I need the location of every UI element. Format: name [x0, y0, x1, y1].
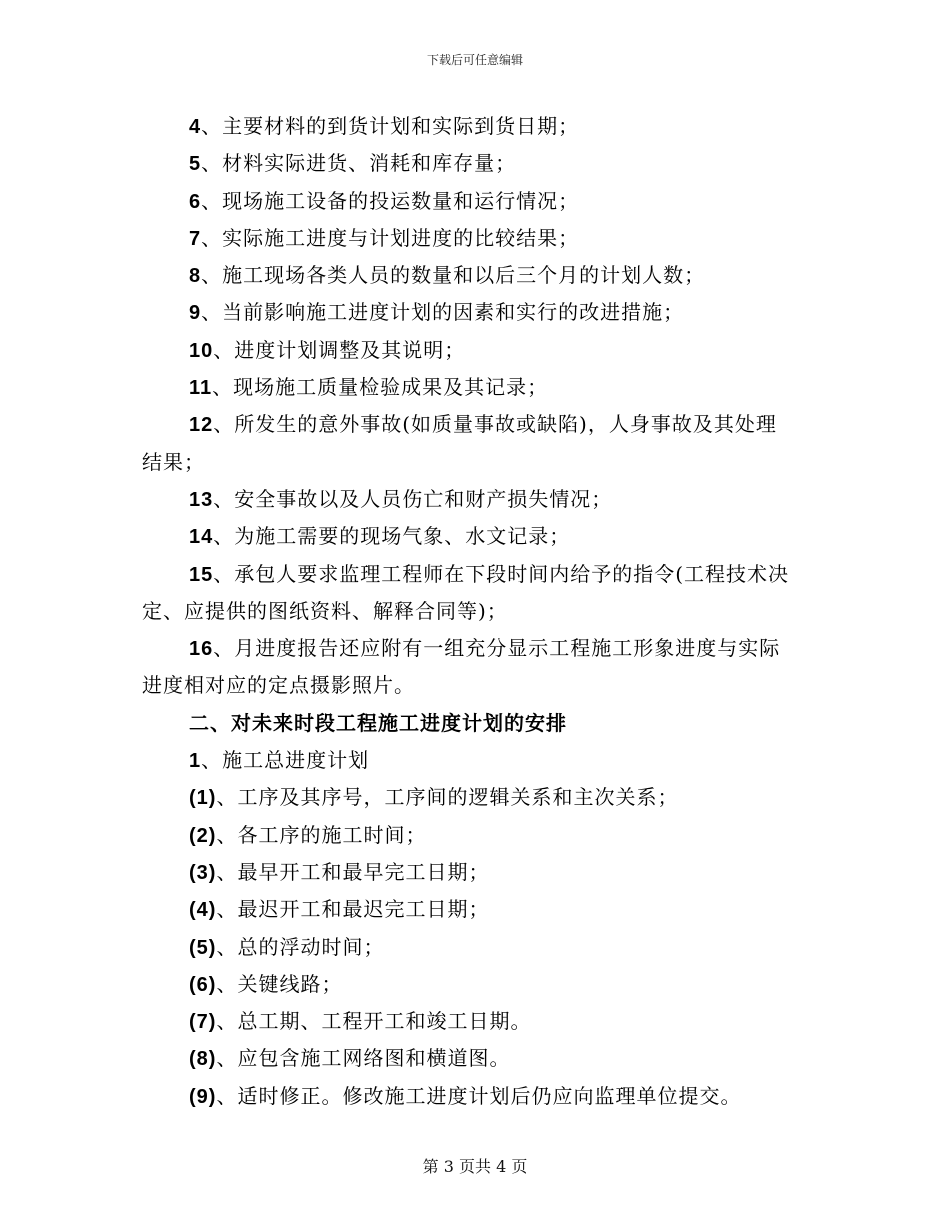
list-item-continuation: [142, 444, 807, 481]
item-number: 10: [189, 339, 214, 362]
list-item: [142, 630, 807, 667]
item-text: 、现场施工设备的投运数量和运行情况；: [201, 188, 580, 213]
list-item: [142, 145, 807, 182]
item-number: 1: [189, 750, 202, 773]
list-item: [142, 1003, 807, 1040]
list-item: [142, 1078, 807, 1115]
item-number: 8: [189, 265, 202, 288]
item-number: 15: [189, 563, 214, 586]
list-item: [142, 817, 807, 854]
item-number: 16: [189, 638, 214, 661]
item-number: 6: [189, 190, 202, 213]
item-number: (2): [189, 824, 217, 847]
page-header: 下载后可任意编辑: [426, 53, 523, 67]
document-body: [142, 108, 807, 1115]
list-item: [142, 406, 807, 443]
item-number: 12: [189, 414, 214, 437]
list-item: [142, 966, 807, 1003]
list-item-continuation: [142, 593, 807, 630]
list-item: [142, 854, 807, 891]
item-number: (4): [189, 899, 217, 922]
item-number: (7): [189, 1011, 217, 1034]
list-item: [142, 108, 807, 145]
item-text: 、最迟开工和最迟完工日期；: [216, 897, 490, 922]
item-number: (1): [189, 787, 217, 810]
item-text: 、现场施工质量检验成果及其记录；: [212, 375, 549, 400]
list-item: [142, 891, 807, 928]
item-number: (3): [189, 861, 217, 884]
item-number: (8): [189, 1048, 217, 1071]
list-item: [142, 369, 807, 406]
item-text: 、为施工需要的现场气象、水文记录；: [213, 524, 571, 549]
list-item: [142, 481, 807, 518]
item-text: 、施工现场各类人员的数量和以后三个月的计划人数；: [201, 263, 706, 288]
item-number: 7: [189, 227, 202, 250]
item-text: 、应包含施工网络图和横道图。: [216, 1046, 511, 1071]
item-text: 、关键线路；: [216, 971, 343, 996]
item-number: 5: [189, 153, 202, 176]
item-number: 9: [189, 302, 202, 325]
item-text: 、适时修正。修改施工进度计划后仍应向监理单位提交。: [216, 1083, 742, 1108]
item-text: 、各工序的施工时间；: [216, 822, 427, 847]
item-text: 、工序及其序号，工序间的逻辑关系和主次关系；: [216, 785, 679, 810]
list-item: [142, 220, 807, 257]
item-text: 、施工总进度计划: [201, 748, 370, 773]
item-text: 、进度计划调整及其说明；: [213, 337, 466, 362]
heading-text: 二、对未来时段工程施工进度计划的安排: [189, 710, 567, 735]
item-text: 、最早开工和最早完工日期；: [216, 859, 490, 884]
list-item: [142, 332, 807, 369]
list-item: [142, 294, 807, 331]
list-item: [142, 257, 807, 294]
item-text: 、所发生的意外事故(如质量事故或缺陷)，人身事故及其处理: [213, 412, 777, 437]
list-item: [142, 929, 807, 966]
page-footer: 第 3 页共 4 页: [422, 1157, 528, 1176]
list-item: [142, 556, 807, 593]
item-text: 、材料实际进货、消耗和库存量；: [201, 151, 517, 176]
item-number: (9): [189, 1085, 217, 1108]
item-number: 4: [189, 116, 202, 138]
item-text: 、月进度报告还应附有一组充分显示工程施工形象进度与实际: [213, 636, 781, 661]
item-text: 、当前影响施工进度计划的因素和实行的改进措施；: [201, 300, 685, 325]
item-number: (5): [189, 936, 217, 959]
item-number: (6): [189, 973, 217, 996]
list-item: [142, 518, 807, 555]
item-text: 、承包人要求监理工程师在下段时间内给予的指令(工程技术决: [213, 561, 790, 586]
list-item-continuation: [142, 667, 807, 704]
list-item: [142, 1040, 807, 1077]
item-text: 、安全事故以及人员伤亡和财产损失情况；: [213, 486, 613, 511]
section-heading: [142, 705, 807, 742]
list-item: [142, 779, 807, 816]
item-number: 13: [189, 488, 214, 511]
item-text: 、总的浮动时间；: [216, 934, 385, 959]
item-number: 14: [189, 526, 214, 549]
item-number: 11: [189, 377, 213, 400]
item-text: 进度相对应的定点摄影照片。: [142, 673, 415, 698]
item-text: 、主要材料的到货计划和实际到货日期；: [201, 114, 580, 138]
item-text: 、总工期、工程开工和竣工日期。: [216, 1009, 532, 1034]
item-text: 定、应提供的图纸资料、解释合同等)；: [142, 598, 508, 623]
list-item: [142, 742, 807, 779]
item-text: 结果；: [142, 449, 205, 474]
item-text: 、实际施工进度与计划进度的比较结果；: [201, 225, 580, 250]
list-item: [142, 183, 807, 220]
